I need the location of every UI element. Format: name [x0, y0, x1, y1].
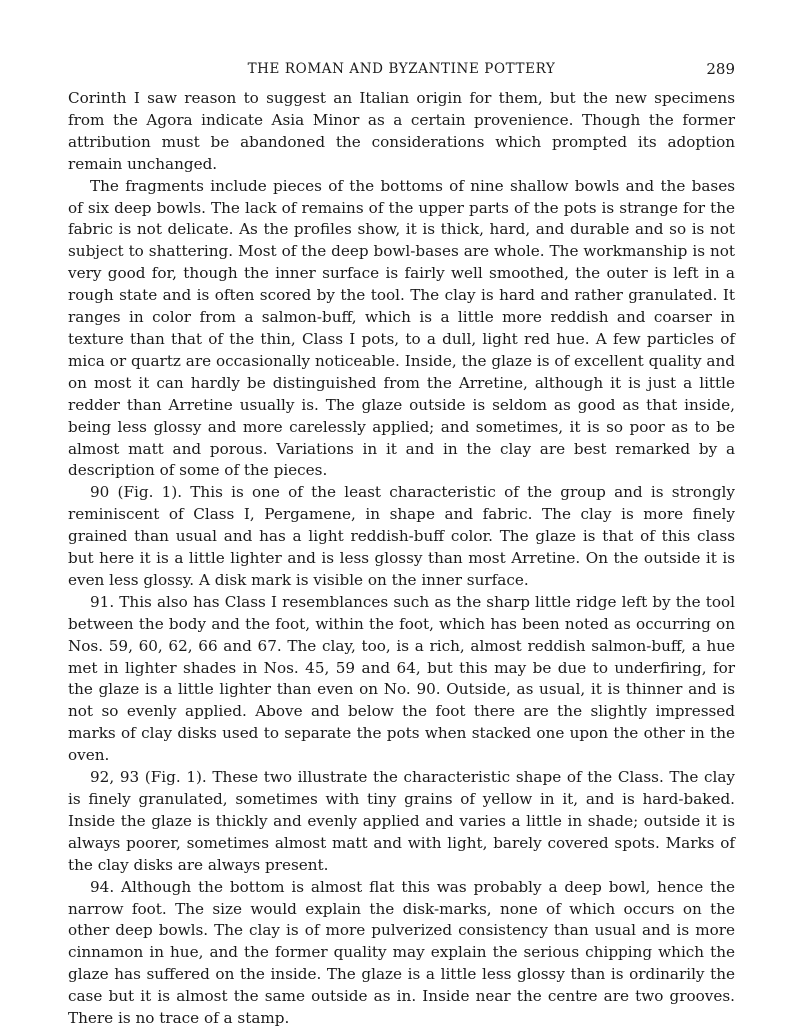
paragraph-item-91: 91. This also has Class I resemblances such as the sharp little ridge left by the tool between the body and the foot, within the foot, which has been noted as occurring on Nos. 59, 60, 62, 66 and 67. The clay, too, is a rich, almost reddish salmon-buff, a hue met in lighter shades in Nos. 45, 59 and 64, but this may be due to underfiring, for the glaze is a little lighter than even on No. 90. Outside, as usual, it is thinner and is not so evenly applied. Above and below the foot there are the slightly impressed marks of clay disks used to separate the pots when stacked one upon the other in the oven.	[68, 592, 735, 765]
paragraph-item-94: 94. Although the bottom is almost flat this was probably a deep bowl, hence the narrow foot. The size would explain the disk-marks, none of which occurs on the other deep bowls. The clay is of more pulverized consistency than usual and is more cinnamon in hue, and the former quality may explain the serious chipping which the glaze has suffered on the inside. The glaze is a little less glossy than is ordinarily the case but it is almost the same outside as in. Inside near the centre are two grooves. There is no trace of a stamp.	[68, 877, 735, 1028]
page-number: 289	[706, 60, 735, 78]
running-title: THE ROMAN AND BYZANTINE POTTERY	[247, 61, 556, 77]
running-head	[68, 58, 735, 82]
paragraph-items-92-93: 92, 93 (Fig. 1). These two illustrate the characteristic shape of the Class. The clay is finely granulated, sometimes with tiny grains of yellow in it, and is hard-baked. Inside the glaze is thickly and evenly applied and varies a little in shade; outside it is always poorer, sometimes almost matt and with light, barely covered spots. Marks of the clay disks are always present.	[68, 768, 735, 874]
paragraph-fragments-overview: The fragments include pieces of the bottoms of nine shallow bowls and the bases of six deep bowls. The lack of remains of the upper parts of the pots is strange for the fabric is not delicate. As the profiles show, it is thick, hard, and durable and so is not subject to shattering. Most of the deep bowl-bases are whole. The workmanship is not very good for, though the inner surface is fairly well smoothed, the outer is left in a rough state and is often scored by the tool. The clay is hard and rather granulated. It ranges in color from a salmon-buff, which is a little more reddish and coarser in texture than that of the thin, Class I pots, to a dull, light red hue. A few particles of mica or quartz are occasionally noticeable. Inside, the glaze is of excellent quality and on most it can hardly be distinguished from the Arretine, although it is just a little redder than Arretine usually is. The glaze outside is seldom as good as that inside, being less glossy and more carelessly applied; and sometimes, it is so poor as to be almost matt and porous. Variations in it and in the clay are best remarked by a description of some of the pieces.	[68, 176, 735, 480]
paragraph-item-90: 90 (Fig. 1). This is one of the least characteristic of the group and is strongly reminiscent of Class I, Pergamene, in shape and fabric. The clay is more finely grained than usual and has a light reddish-buff color. The glaze is that of this class but here it is a little lighter and is less glossy than most Arretine. On the outside it is even less glossy. A disk mark is visible on the inner surface.	[68, 483, 735, 589]
paragraph-continuation: Corinth I saw reason to suggest an Italian origin for them, but the new specimens from the Agora indicate Asia Minor as a certain provenience. Though the former attribution must be abandoned the considerations which prompted its adoption remain unchanged.	[68, 89, 735, 173]
book-page	[68, 58, 735, 1030]
body-text	[68, 88, 735, 1030]
